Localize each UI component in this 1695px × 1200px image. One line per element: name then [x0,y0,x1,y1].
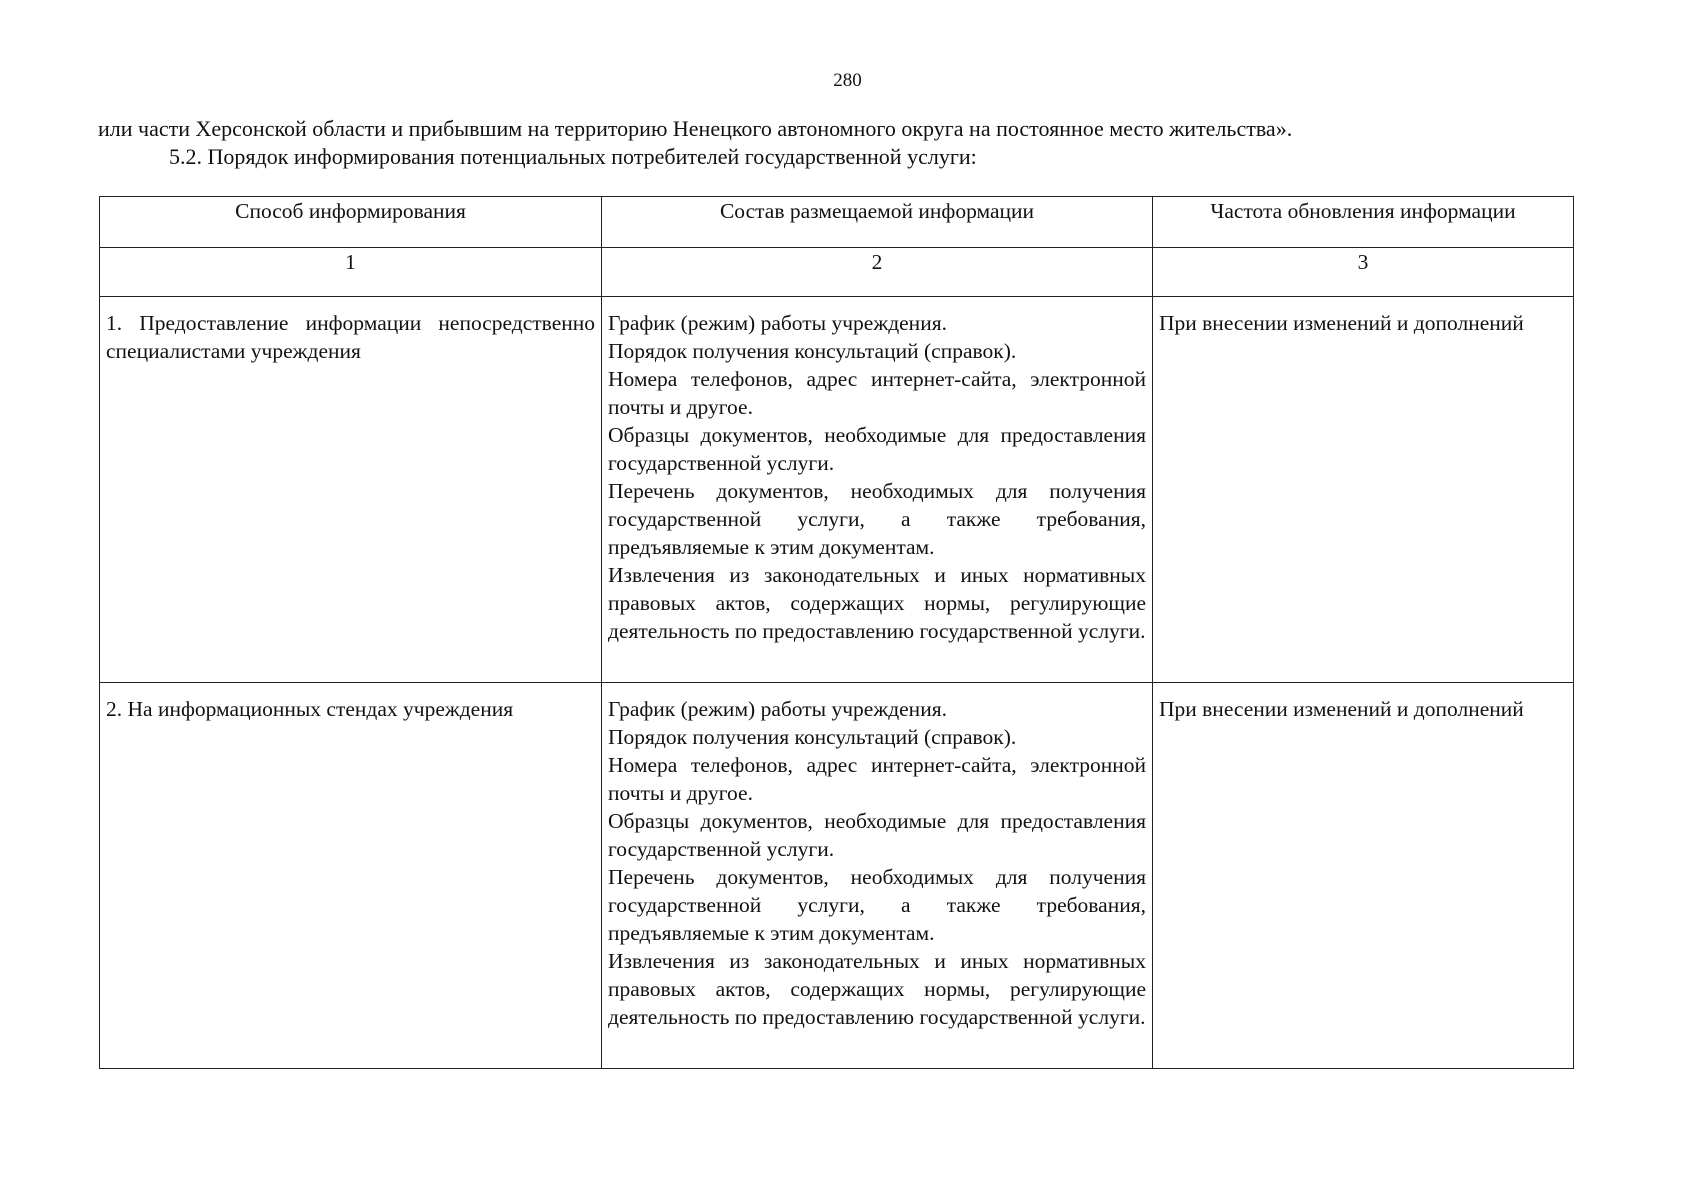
column-header-method: Способ информирования [100,197,602,248]
content-item: Образцы документов, необходимые для предоставления государственной услуги. [608,423,1146,475]
page-number: 280 [833,70,862,91]
method-text: 2. На информационных стендах учреждения [106,697,514,721]
table-header-row [100,197,1574,248]
content-item: Извлечения из законодательных и иных нормативных правовых актов, содержащих нормы, регулирующие деятельность по предоставлению государственной услуги. [608,563,1146,643]
content-item: Перечень документов, необходимых для получения государственной услуги, а также требования, предъявляемые к этим документам. [608,479,1146,559]
table-row [100,683,1574,1069]
informing-table [99,196,1574,1069]
column-header-content: Состав размещаемой информации [602,197,1153,248]
content-cell [602,683,1153,1069]
content-item: Порядок получения консультаций (справок). [608,725,1017,749]
table-row [100,297,1574,683]
column-number: 2 [602,248,1153,297]
intro-text-line: или части Херсонской области и прибывшим на территорию Ненецкого автономного округа на постоянное место жительства». [98,116,1293,141]
content-item: График (режим) работы учреждения. [608,311,947,335]
content-item: Номера телефонов, адрес интернет-сайта, электронной почты и другое. [608,367,1146,419]
frequency-cell [1153,683,1574,1069]
column-header-frequency: Частота обновления информации [1153,197,1574,248]
frequency-cell [1153,297,1574,683]
frequency-text: При внесении изменений и дополнений [1159,311,1524,335]
column-number-row [100,248,1574,297]
method-text: 1. Предоставление информации непосредственно специалистами учреждения [106,311,595,363]
content-item: Номера телефонов, адрес интернет-сайта, электронной почты и другое. [608,753,1146,805]
frequency-text: При внесении изменений и дополнений [1159,697,1524,721]
content-item: Извлечения из законодательных и иных нормативных правовых актов, содержащих нормы, регулирующие деятельность по предоставлению государственной услуги. [608,949,1146,1029]
content-item: Перечень документов, необходимых для получения государственной услуги, а также требования, предъявляемые к этим документам. [608,865,1146,945]
content-item: График (режим) работы учреждения. [608,697,947,721]
section-heading: 5.2. Порядок информирования потенциальных потребителей государственной услуги: [169,144,977,169]
method-cell [100,683,602,1069]
column-number: 1 [100,248,602,297]
content-cell [602,297,1153,683]
method-cell [100,297,602,683]
column-number: 3 [1153,248,1574,297]
content-item: Порядок получения консультаций (справок). [608,339,1017,363]
content-item: Образцы документов, необходимые для предоставления государственной услуги. [608,809,1146,861]
